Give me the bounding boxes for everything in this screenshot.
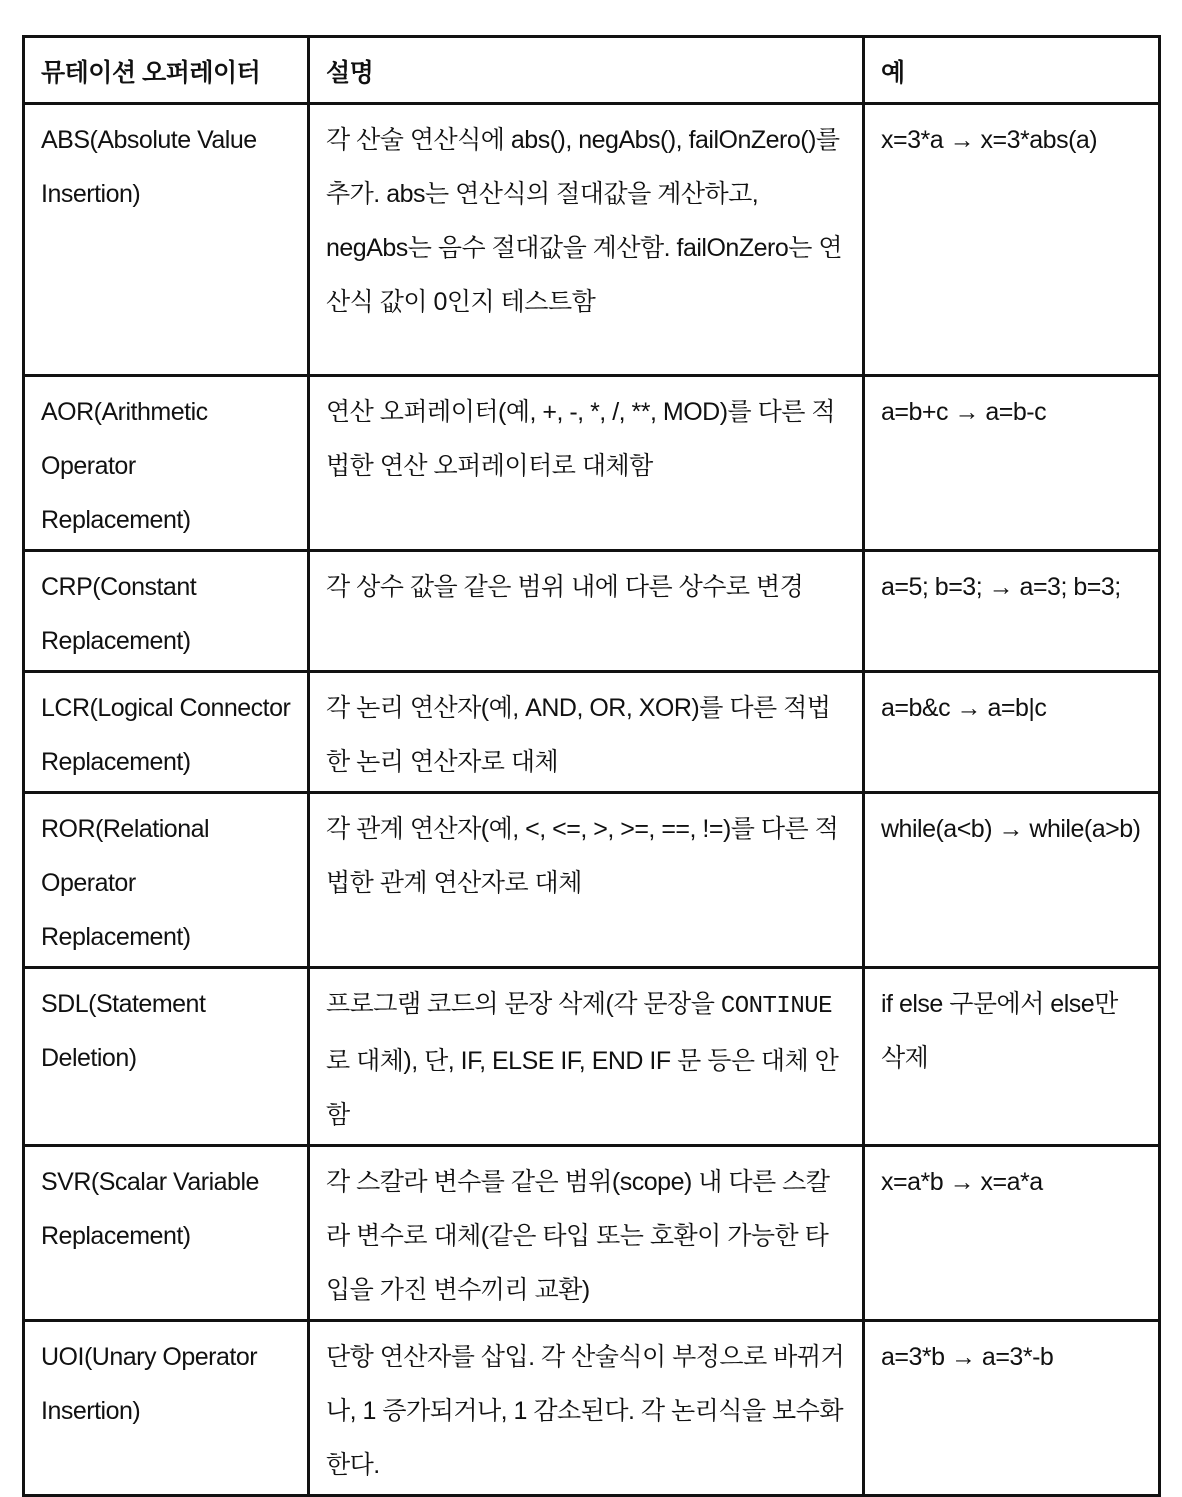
table-row: [24, 104, 1160, 376]
example-cell: a=b+c → a=b-c: [864, 376, 1160, 551]
header-row: [24, 37, 1160, 104]
table-row: [24, 551, 1160, 672]
table-row: [24, 1321, 1160, 1496]
operator-cell: ROR(Relational Operator Replacement): [24, 793, 309, 968]
description-cell: 연산 오퍼레이터(예, +, -, *, /, **, MOD)를 다른 적법한 연산 오퍼레이터로 대체함: [309, 376, 864, 551]
description-text: 프로그램 코드의 문장 삭제(각 문장을: [326, 990, 721, 1018]
table-row: [24, 793, 1160, 968]
example-cell: while(a<b) → while(a>b): [864, 793, 1160, 968]
table-row: [24, 1146, 1160, 1321]
mutation-operator-table: [22, 35, 1161, 1497]
description-cell: 각 관계 연산자(예, <, <=, >, >=, ==, !=)를 다른 적법한 관계 연산자로 대체: [309, 793, 864, 968]
description-cell: [309, 968, 864, 1146]
operator-cell: ABS(Absolute Value Insertion): [24, 104, 309, 376]
table-row: [24, 376, 1160, 551]
example-cell: if else 구문에서 else만 삭제: [864, 968, 1160, 1146]
example-cell: x=3*a → x=3*abs(a): [864, 104, 1160, 376]
example-cell: a=5; b=3; → a=3; b=3;: [864, 551, 1160, 672]
example-cell: a=b&c → a=b|c: [864, 672, 1160, 793]
description-cell: 단항 연산자를 삽입. 각 산술식이 부정으로 바뀌거나, 1 증가되거나, 1 감소된다. 각 논리식을 보수화 한다.: [309, 1321, 864, 1496]
operator-cell: CRP(Constant Replacement): [24, 551, 309, 672]
operator-cell: AOR(Arithmetic Operator Replacement): [24, 376, 309, 551]
table-row: [24, 968, 1160, 1146]
header-description: 설명: [309, 37, 864, 104]
operator-cell: SVR(Scalar Variable Replacement): [24, 1146, 309, 1321]
description-text: 로 대체), 단, IF, ELSE IF, END IF 문 등은 대체 안함: [326, 1047, 839, 1129]
operator-cell: LCR(Logical Connector Replacement): [24, 672, 309, 793]
header-operator: 뮤테이션 오퍼레이터: [24, 37, 309, 104]
description-cell: 각 논리 연산자(예, AND, OR, XOR)를 다른 적법한 논리 연산자로 대체: [309, 672, 864, 793]
operator-cell: SDL(Statement Deletion): [24, 968, 309, 1146]
table-row: [24, 672, 1160, 793]
description-cell: 각 스칼라 변수를 같은 범위(scope) 내 다른 스칼라 변수로 대체(같은 타입 또는 호환이 가능한 타입을 가진 변수끼리 교환): [309, 1146, 864, 1321]
code-keyword: CONTINUE: [720, 993, 833, 1020]
description-cell: 각 산술 연산식에 abs(), negAbs(), failOnZero()를 추가. abs는 연산식의 절대값을 계산하고, negAbs는 음수 절대값을 계산함. failOnZero는 연산식 값이 0인지 테스트함: [309, 104, 864, 376]
operator-cell: UOI(Unary Operator Insertion): [24, 1321, 309, 1496]
example-cell: a=3*b → a=3*-b: [864, 1321, 1160, 1496]
description-cell: 각 상수 값을 같은 범위 내에 다른 상수로 변경: [309, 551, 864, 672]
example-cell: x=a*b → x=a*a: [864, 1146, 1160, 1321]
header-example: 예: [864, 37, 1160, 104]
